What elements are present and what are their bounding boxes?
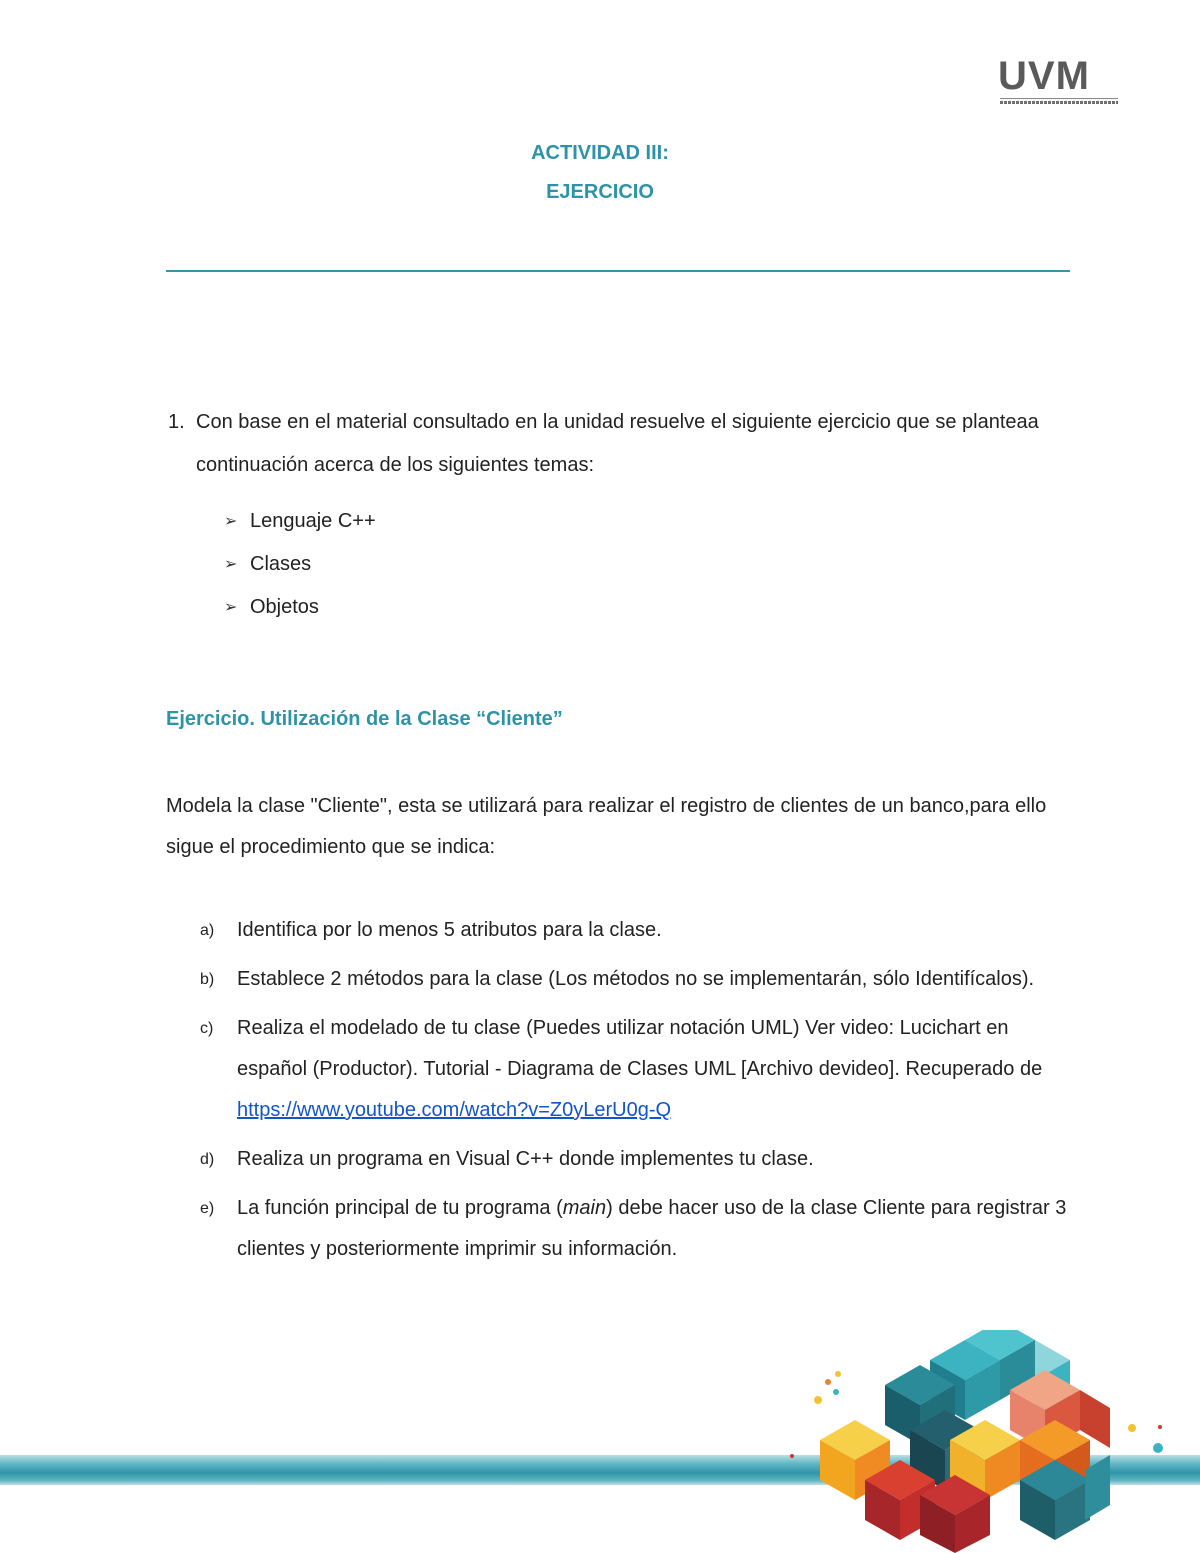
step-text: Realiza un programa en Visual C++ donde implementes tu clase.	[237, 1148, 814, 1170]
item-text: Con base en el material consultado en la unidad resuelve el siguiente ejercicio que se planteaa continuación acerca de los siguientes temas:	[196, 411, 1039, 476]
decorative-cubes	[780, 1330, 1200, 1553]
arrow-bullet-icon: ➢	[224, 513, 238, 530]
uvm-logo	[998, 56, 1122, 108]
step-text-before: La función principal de tu programa (	[237, 1197, 563, 1219]
title-divider	[166, 270, 1070, 272]
topics-list	[224, 500, 376, 629]
list-item	[224, 586, 376, 629]
arrow-bullet-icon: ➢	[224, 556, 238, 573]
step-marker: c)	[200, 1020, 214, 1037]
section-heading: Ejercicio. Utilización de la Clase “Cliente”	[166, 708, 563, 730]
logo-divider	[1000, 98, 1118, 99]
step-text-after: ) debe hacer uso de la clase Cliente para registrar 3 clientes y posteriormente imprimir su información.	[237, 1197, 1067, 1260]
title-line-2: EJERCICIO	[546, 181, 654, 203]
main-keyword: main	[562, 1197, 607, 1219]
topic-label: Objetos	[250, 596, 319, 618]
step-b	[200, 959, 1080, 1000]
step-d	[200, 1139, 1080, 1180]
step-text: Establece 2 métodos para la clase (Los métodos no se implementarán, sólo Identifícalos).	[237, 968, 1035, 990]
logo-tagline	[1000, 101, 1118, 104]
step-marker: d)	[200, 1151, 215, 1168]
topic-label: Clases	[250, 553, 312, 575]
step-text: Identifica por lo menos 5 atributos para la clase.	[237, 919, 662, 941]
step-e	[200, 1188, 1080, 1270]
step-marker: a)	[200, 922, 215, 939]
steps-list	[200, 910, 1080, 1278]
intro-paragraph: Modela la clase "Cliente", esta se utilizará para realizar el registro de clientes de un banco,para ello sigue el procedimiento que se indica:	[166, 795, 1047, 858]
numbered-item-1	[168, 401, 1078, 487]
step-c	[200, 1008, 1080, 1131]
step-text: Realiza el modelado de tu clase (Puedes utilizar notación UML) Ver video: Lucichart en español (Productor). Tutorial - Diagrama de Clases UML [Archivo devideo]. Recuperado de	[237, 1017, 1043, 1080]
video-link[interactable]: https://www.youtube.com/watch?v=Z0yLerU0g-Q	[237, 1099, 672, 1121]
step-marker: b)	[200, 971, 215, 988]
title-line-1: ACTIVIDAD III:	[531, 142, 669, 164]
step-marker: e)	[200, 1200, 215, 1217]
list-item	[224, 543, 376, 586]
arrow-bullet-icon: ➢	[224, 599, 238, 616]
topic-label: Lenguaje C++	[250, 510, 376, 532]
logo-text: UVM	[998, 54, 1090, 98]
item-number: 1.	[168, 411, 185, 433]
step-a	[200, 910, 1080, 951]
list-item	[224, 500, 376, 543]
